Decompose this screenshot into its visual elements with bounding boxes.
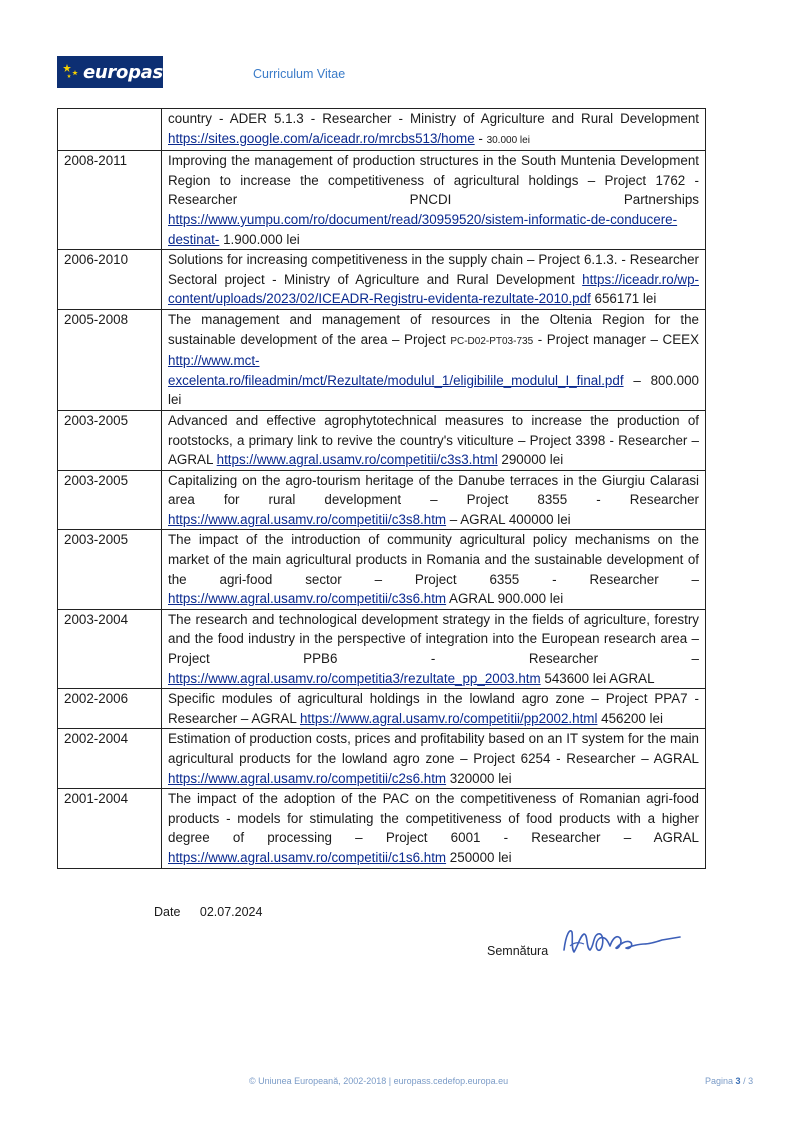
project-text: Solutions for increasing competitiveness in the supply chain – Project 6.1.3. - Researcher Sectoral project - Ministry of Agriculture and Rural Development [168,252,699,287]
footer-copyright: © Uniunea Europeană, 2002-2018 | europass.cedefop.europa.eu [249,1076,509,1086]
project-text: country - ADER 5.1.3 - Researcher - Ministry of Agriculture and Rural Development [168,111,699,126]
europass-logo [57,56,174,88]
project-text: Improving the management of production structures in the South Muntenia Development Region to increase the competitiveness of agricultural holdings – Project 1762 - Researcher PNCDI Partnerships [168,153,699,208]
project-text: 456200 lei [597,710,663,726]
project-description [162,250,706,310]
project-link[interactable]: https://www.yumpu.com/ro/document/read/30959520/sistem-informatic-de-conducere-destinat- [168,211,678,247]
project-period [58,109,162,151]
project-link[interactable]: https://www.agral.usamv.ro/competitii/c2s6.htm [168,770,447,786]
project-link[interactable]: https://www.agral.usamv.ro/competitia3/rezultate_pp_2003.htm [168,670,541,686]
project-text: The impact of the adoption of the PAC on the competitiveness of Romanian agri-food products - models for stimulating the competitiveness of food products with a higher degree of processing – Project 6001 - Researcher – AGRAL [168,791,699,846]
project-period: 2001-2004 [58,789,162,868]
table-row [58,689,706,729]
project-description [162,729,706,789]
project-small-text: 30.000 lei [486,134,530,146]
project-period: 2003-2004 [58,609,162,688]
project-description [162,470,706,530]
table-row [58,530,706,609]
table-row [58,109,706,151]
project-link[interactable]: https://www.agral.usamv.ro/competitii/c3s3.html [216,452,498,468]
project-description [162,689,706,729]
project-text: Capitalizing on the agro-tourism heritage of the Danube terraces in the Giurgiu Calarasi area for rural development – Project 8355 - Researcher [168,472,699,508]
project-link[interactable]: https://www.agral.usamv.ro/competitii/pp2002.html [299,710,598,726]
project-text: 250000 lei [446,849,512,865]
project-link[interactable]: https://iceadr.ro/wp-content/uploads/2023/02/ICEADR-Registru-evidenta-rezultate-2010.pdf [168,271,699,307]
europass-logo-text: europass [83,61,174,83]
project-link[interactable]: https://www.agral.usamv.ro/competitii/c3s6.htm [168,591,447,607]
project-description [162,309,706,410]
europass-stars-icon [61,62,81,82]
page-label: Pagina [705,1076,734,1086]
cv-title: Curriculum Vitae [253,67,346,81]
project-description [162,789,706,868]
page-header [57,56,707,92]
project-text: 290000 lei [497,452,564,468]
project-text: 656171 lei [590,291,657,307]
table-row [58,470,706,530]
project-period: 2003-2005 [58,530,162,609]
project-text: Estimation of production costs, prices and profitability based on an IT system for the main agricultural products for the lowland agro zone – Project 6254 - Researcher – AGRAL [168,731,699,766]
table-row [58,729,706,789]
project-text: The impact of the introduction of community agricultural policy mechanisms on the market of the main agricultural products in Romania and the sustainable development of the agri-food sector – Project 6355 - Researcher – [168,532,699,587]
signature-label: Semnătura [487,944,549,958]
project-text: The research and technological development strategy in the fields of agriculture, forestry and the food industry in the perspective of integration into the European research area – Project PPB6 - Researcher – [168,611,699,667]
project-text: - Project manager – CEEX [533,331,700,347]
project-period: 2003-2005 [58,470,162,530]
project-text: Specific modules of agricultural holdings in the lowland agro zone – Project PPA7 - Researcher – AGRAL [168,691,699,726]
project-period: 2008-2011 [58,151,162,250]
project-description [162,609,706,688]
date-row [154,905,278,919]
project-text: The management and management of resources in the Oltenia Region for the sustainable development of the area – Project [168,311,699,347]
project-text: AGRAL 900.000 lei [446,591,564,607]
project-period: 2003-2005 [58,410,162,470]
project-text: 1.900.000 lei [219,231,300,247]
project-text: 543600 lei AGRAL [540,670,655,686]
project-link[interactable]: https://sites.google.com/a/iceadr.ro/mrcbs513/home [168,130,475,146]
page-current: 3 [735,1076,741,1086]
project-description [162,109,706,151]
project-small-text: PC-D02-PT03-735 [450,335,534,347]
project-link[interactable]: https://www.agral.usamv.ro/competitii/c1s6.htm [168,849,447,865]
table-row [58,789,706,868]
project-text: – 800.000 lei [168,372,699,408]
project-period: 2002-2004 [58,729,162,789]
project-text: – AGRAL 400000 lei [446,511,571,527]
projects-table [57,108,706,869]
page-number [705,1076,753,1086]
project-description [162,151,706,250]
table-row [58,410,706,470]
project-description [162,530,706,609]
page-separator: / [740,1076,749,1086]
project-description [162,410,706,470]
table-row [58,609,706,688]
handwritten-signature [560,920,685,962]
table-row [58,309,706,410]
table-row [58,151,706,250]
project-text: - [474,130,487,146]
page-total: 3 [748,1076,754,1086]
project-link[interactable]: http://www.mct-excelenta.ro/fileadmin/mct/Rezultate/modulul_1/eligibilile_modulul_I_final.pdf [168,353,624,388]
project-text: Advanced and effective agrophytotechnical measures to increase the production of rootstocks, a primary link to revive the country's viticulture – Project 3398 - Researcher – AGRAL [168,412,699,468]
project-period: 2002-2006 [58,689,162,729]
date-label: Date [154,905,181,919]
project-link[interactable]: https://www.agral.usamv.ro/competitii/c3s8.htm [168,511,447,527]
project-text: 320000 lei [446,770,512,786]
table-row [58,250,706,310]
date-value: 02.07.2024 [199,905,263,919]
project-period: 2006-2010 [58,250,162,310]
project-period: 2005-2008 [58,309,162,410]
